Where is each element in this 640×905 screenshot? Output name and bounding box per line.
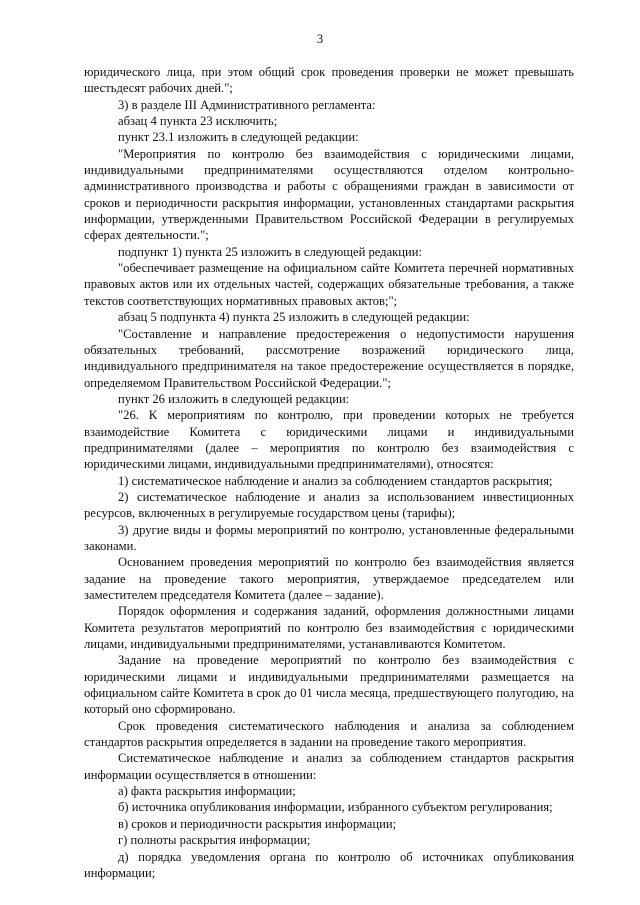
paragraph: 3) другие виды и формы мероприятий по контролю, установленные федеральными законами. bbox=[84, 522, 574, 553]
paragraph: 3) в разделе III Административного регламента: bbox=[118, 97, 376, 112]
paragraph: в) сроков и периодичности раскрытия информации; bbox=[118, 816, 397, 831]
paragraph: пункт 26 изложить в следующей редакции: bbox=[118, 391, 350, 406]
paragraph: Задание на проведение мероприятий по контролю без взаимодействия с юридическими лицами и индивидуальными предпринимателями размещается на официальном сайте Комитета в срок до 01 числа месяца, предшествующего полугодию, на который оно сформировано. bbox=[84, 653, 574, 717]
document-body bbox=[84, 64, 574, 881]
paragraph: Основанием проведения мероприятий по контролю без взаимодействия является задание на проведение такого мероприятия, утверждаемое председателем или заместителем председателя Комитета (далее – задание). bbox=[84, 555, 574, 602]
paragraph: а) факта раскрытия информации; bbox=[118, 784, 296, 799]
paragraph: Порядок оформления и содержания заданий, оформления должностными лицами Комитета результатов мероприятий по контролю без взаимодействия с юридическими лицами, индивидуальными предпринимателями, устанавливаются Комитетом. bbox=[84, 604, 574, 652]
paragraph: б) источника опубликования информации, избранного субъектом регулирования; bbox=[118, 800, 553, 815]
paragraph: 2) систематическое наблюдение и анализ за использованием инвестиционных ресурсов, включенных в регулируемые государством цены (тарифы); bbox=[84, 489, 574, 521]
paragraph: Срок проведения систематического наблюдения и анализа за соблюдением стандартов раскрытия определяется в задании на проведение такого мероприятия. bbox=[84, 718, 574, 750]
paragraph: подпункт 1) пункта 25 изложить в следующей редакции: bbox=[118, 244, 423, 259]
paragraph: г) полноты раскрытия информации; bbox=[118, 833, 311, 848]
paragraph: пункт 23.1 изложить в следующей редакции: bbox=[118, 130, 359, 145]
paragraph: д) порядка уведомления органа по контролю об источниках опубликования информации; bbox=[84, 849, 574, 880]
paragraph: юридического лица, при этом общий срок проведения проверки не может превышать шестьдесят рабочих дней."; bbox=[84, 65, 574, 96]
page-number: 3 bbox=[316, 32, 324, 46]
paragraph: абзац 5 подпункта 4) пункта 25 изложить в следующей редакции: bbox=[118, 310, 470, 325]
paragraph: абзац 4 пункта 23 исключить; bbox=[118, 114, 278, 129]
paragraph: "Составление и направление предостережения о недопустимости нарушения обязательных требований, рассмотрение возражений юридического лица, индивидуального предпринимателя на такое предостережение осуществляется в порядке, определяемом Правительством Российской Федерации."; bbox=[84, 326, 574, 390]
paragraph: Систематическое наблюдение и анализ за соблюдением стандартов раскрытия информации осуществляется в отношении: bbox=[84, 751, 574, 782]
paragraph: "Мероприятия по контролю без взаимодействия с юридическими лицами, индивидуальными предпринимателями осуществляются отделом контрольно-административного производства и работы с обращениями граждан в зависимости от сроков и периодичности раскрытия информации, установленных стандартами раскрытия информации, утвержденными Правительством Российской Федерации в регулируемых сферах деятельности."; bbox=[84, 146, 574, 243]
paragraph: "26. К мероприятиям по контролю, при проведении которых не требуется взаимодействие Комитета с юридическими лицами и индивидуальными предпринимателями (далее – мероприятия по контролю без взаимодействия с юридическими лицами, индивидуальными предпринимателями), относятся: bbox=[84, 408, 574, 472]
paragraph: "обеспечивает размещение на официальном сайте Комитета перечней нормативных правовых актов или их отдельных частей, содержащих обязательные требования, а также текстов соответствующих нормативных правовых актов;"; bbox=[84, 261, 574, 308]
paragraph: 1) систематическое наблюдение и анализ за соблюдением стандартов раскрытия; bbox=[118, 473, 553, 488]
